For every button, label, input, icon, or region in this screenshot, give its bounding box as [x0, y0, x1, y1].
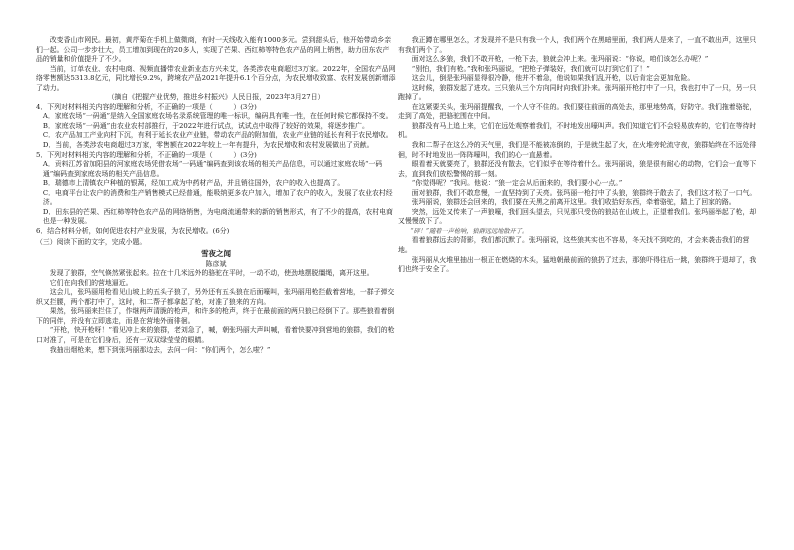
option-4b: B．家庭农场“一码通”由农业农村部推行，于2022年进行试点，试试点中取得了较好的效果，将逐步推广。	[42, 121, 369, 130]
story-paragraph: 张玛丽说，狼群还会回来的，我们要在天黑之前离开这里。我们收拾好东西，牵着骆驼，踏上了回家的路。	[411, 198, 736, 207]
story-paragraph: 狼群没有马上追上来，它们在远处观察着我们，不时地发出嚎叫声。我们知道它们不会轻易放弃的，它们在等待时机。	[398, 121, 757, 140]
question-6: 6．结合材料分析，如何促进农村产业发展，为农民增收。(6分)	[36, 226, 230, 235]
story-paragraph: “别怕，我们有枪。”我和张玛丽说，“把枪子弹装好，我们就可以打到它们了！”	[411, 64, 650, 73]
story-paragraph: 看着狼群远去的背影，我们都沉默了。张玛丽说，这些狼其实也不容易，冬天找不到吃的，才会来袭击我们的营地。	[398, 236, 750, 255]
story-paragraph: 张玛丽从火堆里抽出一根正在燃烧的木头，猛地朝最前面的狼扔了过去，那狼吓得往后一跳，狼群终于退却了，我们也终于安全了。	[398, 255, 757, 274]
story-paragraph: 我正蹲在哪里怎么，才发现并不是只有我一个人，我们两个在黑暗里面，我们两人是来了，一直不敢出声，这里只有我们两个了。	[398, 36, 757, 54]
option-4a: A．家庭农场“一码通”是纳入全国家庭农场名录系统管理的唯一标识，编码具有唯一性，在任何时候它都保持不变。	[42, 112, 393, 121]
story-paragraph: 果然，张玛丽来拦住了，作继两声清脆的枪声，和许多的枪声，终于在最前面的两只狼已经倒下了。那些狼看着倒下的同伴，并没有立即逃走，而是在营地外面徘徊。	[36, 307, 395, 325]
option-5b: B．瑞德市上清镇农户种植的银蒿，经加工成为中药材产品，并且销往国外，农户的收入也提高了。	[42, 179, 345, 188]
right-column	[398, 36, 758, 275]
left-column	[36, 36, 396, 355]
option-4d: D．当前，各类涉农电商超过3万家，零售额在2022年较上一年有提升，为农民增收和农村发展做出了贡献。	[42, 141, 374, 150]
story-paragraph: 眼看着天就要亮了，狼群还没有散去，它们似乎在等待着什么。张玛丽说，狼是很有耐心的动物，它们会一直等下去，直到我们放松警惕的那一刻。	[398, 160, 757, 178]
story-paragraph: 发现了狼群，空气倏然紧张起来。拉在十几米远外的骆驼在平时，一动不动，使劲地摆脱缰绳，离开这里。	[49, 269, 374, 278]
section-heading: （三）阅读下面的文字，完成小题。	[36, 238, 147, 247]
option-4c: C．农产品加工产业向村下沉，有利于延长农业产业链，带动农产品的附加值，农业产业链的延长有利于农民增收。	[42, 131, 393, 140]
story-paragraph: 这会儿，倒是张玛丽显得很冷静，他并不着急，他说如果我们乱开枪，以后肯定会更加危险。	[411, 74, 695, 83]
story-paragraph: 我抽出烟枪来，想下到张玛丽那边去，去问一问：“你们两个，怎么啦？”	[49, 345, 271, 354]
option-5c: C．电商平台让农户的消费和生产销售模式已经普通，能吸纳更多农户加入，增加了农户的收入，发展了农业农村经济。	[42, 188, 393, 207]
option-5a: A．贡料江苏省加阳县的河家庭农场凭借农场“一码通”编码查到该农场的相关产品信息，可以通过家庭农场“一码通”编码查到家庭农场的相关产品信息。	[42, 160, 383, 178]
story-paragraph: 面对狼群，我们不敢怠慢，一直坚持到了天亮。张玛丽一枪打中了头狼，狼群终于散去了，我们这才松了一口气。	[411, 188, 757, 197]
story-paragraph: 面对这么多狼，我们不敢开枪，一枪下去，狼就会冲上来。张玛丽说：“你说，咱们该怎么办呢？”	[411, 55, 709, 64]
story-paragraph: “砰！”随着一声枪响，狼群远远地散开了。	[410, 227, 529, 235]
story-author: 陈彦斌	[205, 259, 227, 268]
story-paragraph: 在这紧要关头，张玛丽提醒我，一个人守不住的。我们要往前面的高处去，那里地势高，好防守。我们拖着骆驼，走到了高处，把骆驼围在中间。	[398, 102, 757, 121]
story-paragraph: “你觉得呢？”我问。他说：“狼一定会从后面来的，我们要小心一点。”	[411, 179, 623, 188]
paragraph: 改变香山市网民。最初，黄芹菊在手机上做微商，有时一天线收入能有1000多元。尝到甜头后，他开始带动乡亲们一起。公司一步步壮大，员工增加到现在的20多人，实现了芒果、西红柿等特色农产品的网上销售，助力田东农产品的销量和价值提升了不少。	[36, 36, 392, 64]
source-citation: （摘自《把握产业优势，推进乡村振兴》人民日报，2023年3月27日）	[107, 93, 325, 102]
story-paragraph: 这时候，狼群发起了进攻。三只狼从三个方向同时向我们扑来。张玛丽开枪打中了一只，我也打中了一只，另一只跑掉了。	[398, 83, 757, 102]
story-paragraph: 我和二帮子在这么冷的天气里，我们是不能被冻倒的，于是就生起了火，在火堆旁轮流守夜，狼群始终在不远处徘徊，时不时地发出一阵阵嚎叫，我们的心一直悬着。	[398, 141, 757, 159]
question-5: 5．下列对材料相关内容的理解和分析，不正确的一项是（ ）(3分)	[36, 150, 257, 159]
story-paragraph: “开枪，快开枪呀！”看见冲上来的狼群，老刘急了，喊，朝张玛丽大声叫喊，看着快要冲到营地的狼群，我们的枪口对准了，可是在它们身后，还有一双双绿莹莹的眼睛。	[36, 326, 395, 344]
story-paragraph: 这会儿，张玛丽用枪看见山坡上的五头子狼了，另外还有五头狼在后面嚎叫，张玛丽用枪拦截着营地，一群子弹交织又拦腰，两个都打中了，这时，和二帮子都拿起了枪，对准了狼来的方向。	[36, 288, 395, 306]
paragraph: 当前，订单农业、农村电商、视频直播带农业新业态方兴未艾，各类涉农电商超过3万家。2022年，全国农产品网络零售额达5313.8亿元，同比增长9.2%，跨境农产品2021年提升6.1个百分点，为农民增收致富、农村发展创新增添了动力。	[36, 64, 396, 92]
option-5d: D．田东县的芒果、西红柿等特色农产品的网络销售，为电商流通带来的新的销售形式，有了不少的提高，农村电商也是一种发展。	[42, 207, 393, 226]
question-4: 4．下列对材料相关内容的理解和分析，不正确的一项是（ ）(3分)	[36, 102, 257, 111]
story-paragraph: 它们在向我们的营地逼近。	[49, 278, 133, 287]
story-title: 雪夜之闻	[201, 249, 231, 259]
story-paragraph: 突然，远处又传来了一声狼嚎，我们回头望去，只见那只受伤的狼站在山坡上，正望着我们。张玛丽举起了枪，却又慢慢放下了。	[398, 207, 757, 226]
